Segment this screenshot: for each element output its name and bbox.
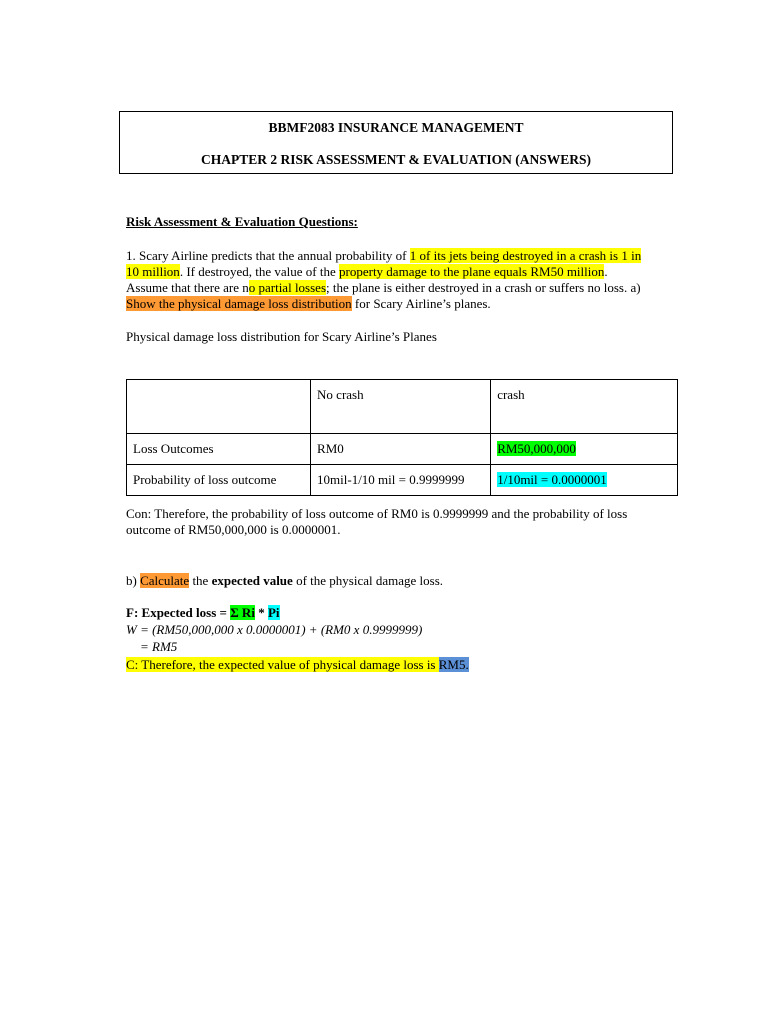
table-header: crash xyxy=(491,380,678,434)
section-title: Risk Assessment & Evaluation Questions: xyxy=(126,214,358,229)
loss-distribution-table xyxy=(126,379,678,496)
table-cell xyxy=(491,434,678,465)
table-cell: 10mil-1/10 mil = 0.9999999 xyxy=(311,465,491,496)
question-text: for Scary Airline’s planes. xyxy=(351,296,491,311)
highlight-crash-probability: 1/10mil = 0.0000001 xyxy=(497,472,607,487)
conclusion-line-2: outcome of RM50,000,000 is 0.0000001. xyxy=(126,522,341,537)
table-cell: Probability of loss outcome xyxy=(127,465,311,496)
course-title: BBMF2083 INSURANCE MANAGEMENT xyxy=(268,120,524,135)
working-line-1: W = (RM50,000,000 x 0.0000001) + (RM0 x 0.9999999) xyxy=(126,622,423,637)
highlight-probability: 1 of its jets being destroyed in a crash is 1 in xyxy=(409,248,642,263)
part-b-text: the xyxy=(189,573,212,588)
highlight-calculate: Calculate xyxy=(140,573,190,588)
chapter-title: CHAPTER 2 RISK ASSESSMENT & EVALUATION (ANSWERS) xyxy=(200,152,592,167)
highlight-pi: Pi xyxy=(267,605,280,620)
highlight-final-value: RM5. xyxy=(438,657,469,672)
formula-line xyxy=(126,605,280,621)
highlight-show-distribution: Show the physical damage loss distribution xyxy=(126,296,352,311)
highlight-property-damage: property damage to the plane equals RM50 million xyxy=(339,264,605,279)
highlight-final-statement: C: Therefore, the expected value of physical damage loss is xyxy=(126,657,439,672)
formula-operator: * xyxy=(254,605,268,620)
table-cell xyxy=(491,465,678,496)
question-text: ; the plane is either destroyed in a crash or suffers no loss. a) xyxy=(326,280,641,295)
highlight-sum-ri: Σ Ri xyxy=(230,605,255,620)
final-answer-line xyxy=(126,657,469,673)
table-row xyxy=(127,465,678,496)
question-line-2 xyxy=(126,264,608,280)
table-cell: RM0 xyxy=(311,434,491,465)
part-b-label: b) xyxy=(126,573,141,588)
question-line-4 xyxy=(126,296,491,312)
table-row xyxy=(127,380,678,434)
table-cell: Loss Outcomes xyxy=(127,434,311,465)
table-caption: Physical damage loss distribution for Scary Airline’s Planes xyxy=(126,329,437,344)
title-box xyxy=(119,111,673,174)
formula-label: F: Expected loss = xyxy=(126,605,231,620)
conclusion-line-1: Con: Therefore, the probability of loss outcome of RM0 is 0.9999999 and the probability of loss xyxy=(126,506,628,521)
part-b-text: of the physical damage loss. xyxy=(292,573,443,588)
question-text: . If destroyed, the value of the xyxy=(179,264,340,279)
highlight-partial-losses: o partial losses xyxy=(248,280,326,295)
question-line-1 xyxy=(126,248,641,264)
question-text: . xyxy=(604,264,608,279)
working-line-2: = RM5 xyxy=(140,639,178,654)
highlight-crash-outcome: RM50,000,000 xyxy=(497,441,576,456)
question-text: Assume that there are n xyxy=(126,280,249,295)
expected-value-term: expected value xyxy=(211,573,293,588)
part-b-question xyxy=(126,573,443,589)
table-cell xyxy=(127,380,311,434)
table-row xyxy=(127,434,678,465)
highlight-ten-million: 10 million xyxy=(126,264,180,279)
table-header: No crash xyxy=(311,380,491,434)
question-text: 1. Scary Airline predicts that the annual probability of xyxy=(126,248,410,263)
question-line-3 xyxy=(126,280,641,296)
